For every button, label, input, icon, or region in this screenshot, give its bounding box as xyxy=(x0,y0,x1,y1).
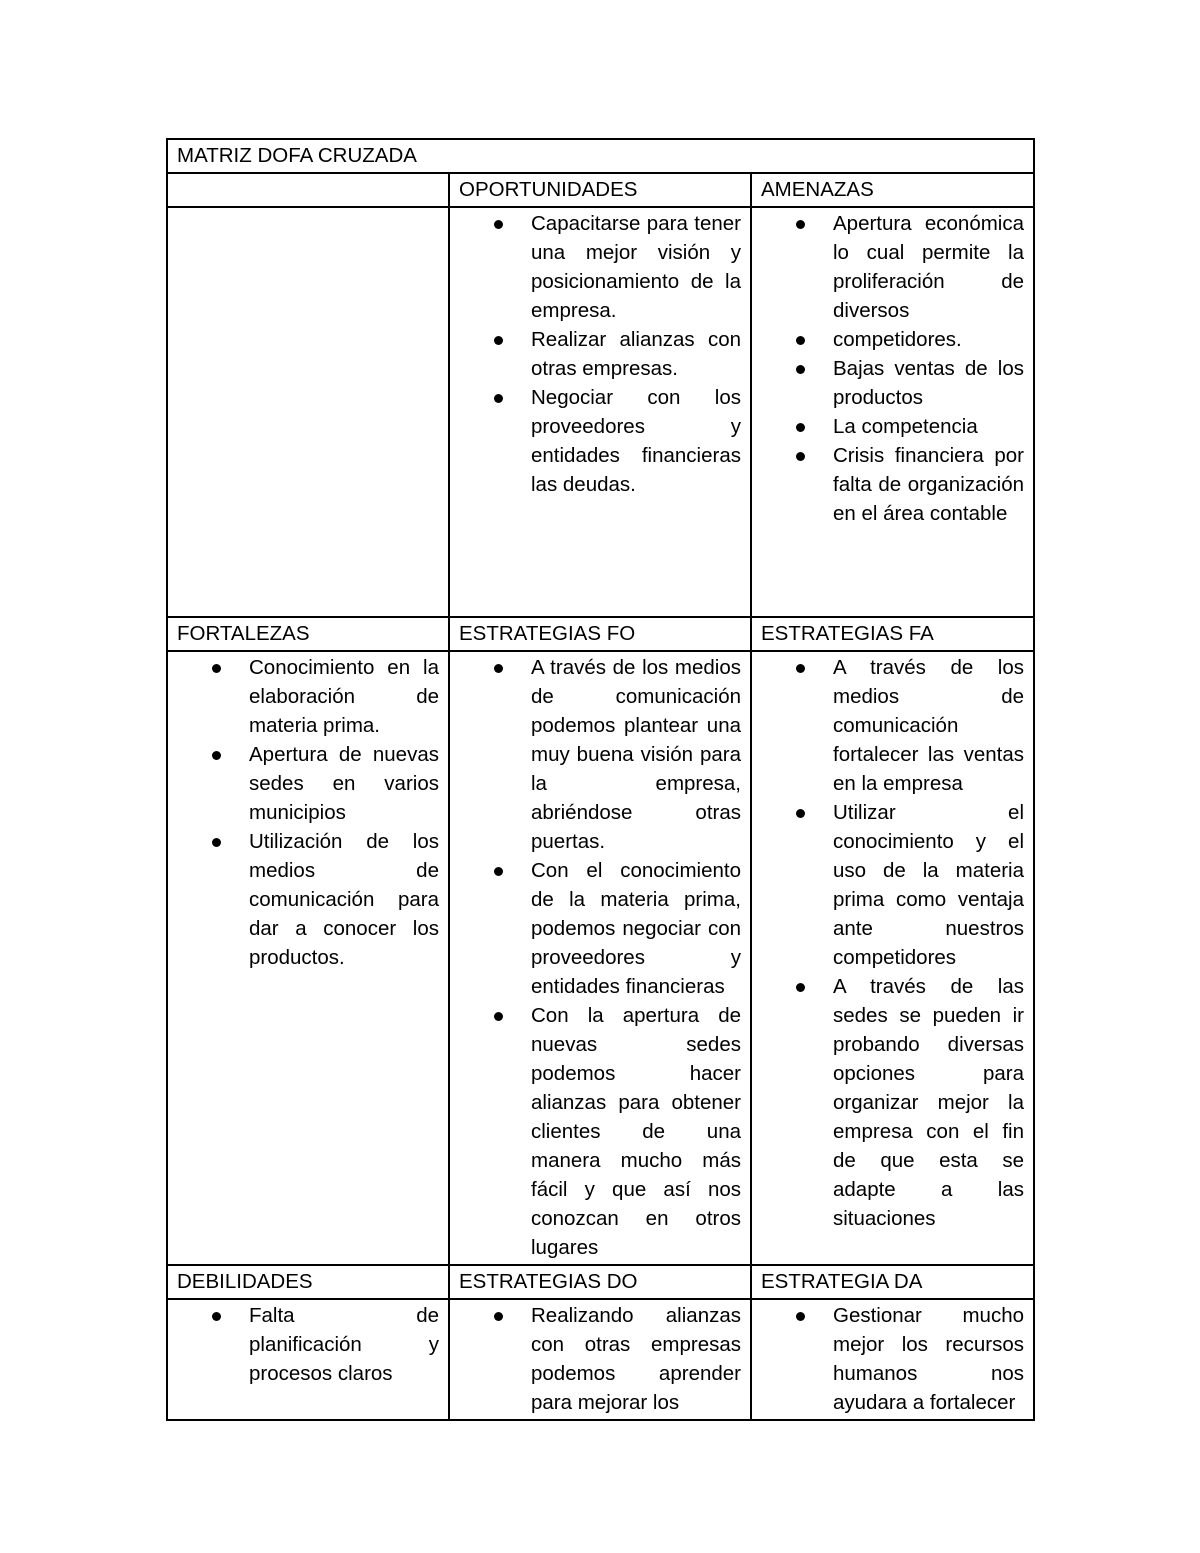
list-item: A través de los medios de comunicación fortalecer las ventas en la empresa xyxy=(833,653,1024,798)
amenazas-list xyxy=(761,209,1024,528)
empty-content-cell xyxy=(167,207,449,617)
estrategias-fa-header: ESTRATEGIAS FA xyxy=(751,617,1034,651)
list-item: A través de los medios de comunicación podemos plantear una muy buena visión para la empresa, abriéndose otras puertas. xyxy=(531,653,741,856)
estrategia-da-header: ESTRATEGIA DA xyxy=(751,1265,1034,1299)
estrategias-do-header: ESTRATEGIAS DO xyxy=(449,1265,751,1299)
estrategias-do-cell xyxy=(449,1299,751,1420)
list-item: A través de las sedes se pueden ir probando diversas opciones para organizar mejor la empresa con el fin de que esta se adapte a las situaciones xyxy=(833,972,1024,1233)
amenazas-cell xyxy=(751,207,1034,617)
debilidades-cell xyxy=(167,1299,449,1420)
oportunidades-list xyxy=(459,209,741,499)
oportunidades-header: OPORTUNIDADES xyxy=(449,173,751,207)
debilidades-header: DEBILIDADES xyxy=(167,1265,449,1299)
title-row xyxy=(167,139,1034,173)
list-item: Crisis financiera por falta de organización en el área contable xyxy=(833,441,1024,528)
oportunidades-cell xyxy=(449,207,751,617)
list-item: Gestionar mucho mejor los recursos humanos nos ayudara a fortalecer xyxy=(833,1301,1024,1417)
list-item: competidores. xyxy=(833,325,1024,354)
estrategias-do-list xyxy=(459,1301,741,1417)
header-row-2 xyxy=(167,617,1034,651)
content-row-1 xyxy=(167,207,1034,617)
list-item: Apertura de nuevas sedes en varios municipios xyxy=(249,740,439,827)
estrategias-fa-list xyxy=(761,653,1024,1233)
estrategia-da-cell xyxy=(751,1299,1034,1420)
content-row-3 xyxy=(167,1299,1034,1420)
amenazas-header: AMENAZAS xyxy=(751,173,1034,207)
estrategias-fo-cell xyxy=(449,651,751,1265)
fortalezas-cell xyxy=(167,651,449,1265)
content-row-2 xyxy=(167,651,1034,1265)
estrategias-fo-list xyxy=(459,653,741,1262)
dofa-matrix-table xyxy=(166,138,1035,1421)
list-item: Con el conocimiento de la materia prima, podemos negociar con proveedores y entidades financieras xyxy=(531,856,741,1001)
list-item: Bajas ventas de los productos xyxy=(833,354,1024,412)
fortalezas-list xyxy=(177,653,439,972)
list-item: Falta de planificación y procesos claros xyxy=(249,1301,439,1388)
debilidades-list xyxy=(177,1301,439,1388)
list-item: La competencia xyxy=(833,412,1024,441)
list-item: Realizar alianzas con otras empresas. xyxy=(531,325,741,383)
list-item: Con la apertura de nuevas sedes podemos hacer alianzas para obtener clientes de una manera mucho más fácil y que así nos conozcan en otros lugares xyxy=(531,1001,741,1262)
estrategia-da-list xyxy=(761,1301,1024,1417)
list-item: Conocimiento en la elaboración de materia prima. xyxy=(249,653,439,740)
list-item: Apertura económica lo cual permite la proliferación de diversos xyxy=(833,209,1024,325)
empty-corner-cell xyxy=(167,173,449,207)
estrategias-fo-header: ESTRATEGIAS FO xyxy=(449,617,751,651)
estrategias-fa-cell xyxy=(751,651,1034,1265)
list-item: Utilización de los medios de comunicación para dar a conocer los productos. xyxy=(249,827,439,972)
list-item: Capacitarse para tener una mejor visión y posicionamiento de la empresa. xyxy=(531,209,741,325)
fortalezas-header: FORTALEZAS xyxy=(167,617,449,651)
matrix-title: MATRIZ DOFA CRUZADA xyxy=(167,139,1034,173)
header-row-3 xyxy=(167,1265,1034,1299)
list-item: Negociar con los proveedores y entidades financieras las deudas. xyxy=(531,383,741,499)
list-item: Utilizar el conocimiento y el uso de la materia prima como ventaja ante nuestros competidores xyxy=(833,798,1024,972)
header-row-1 xyxy=(167,173,1034,207)
list-item: Realizando alianzas con otras empresas podemos aprender para mejorar los xyxy=(531,1301,741,1417)
